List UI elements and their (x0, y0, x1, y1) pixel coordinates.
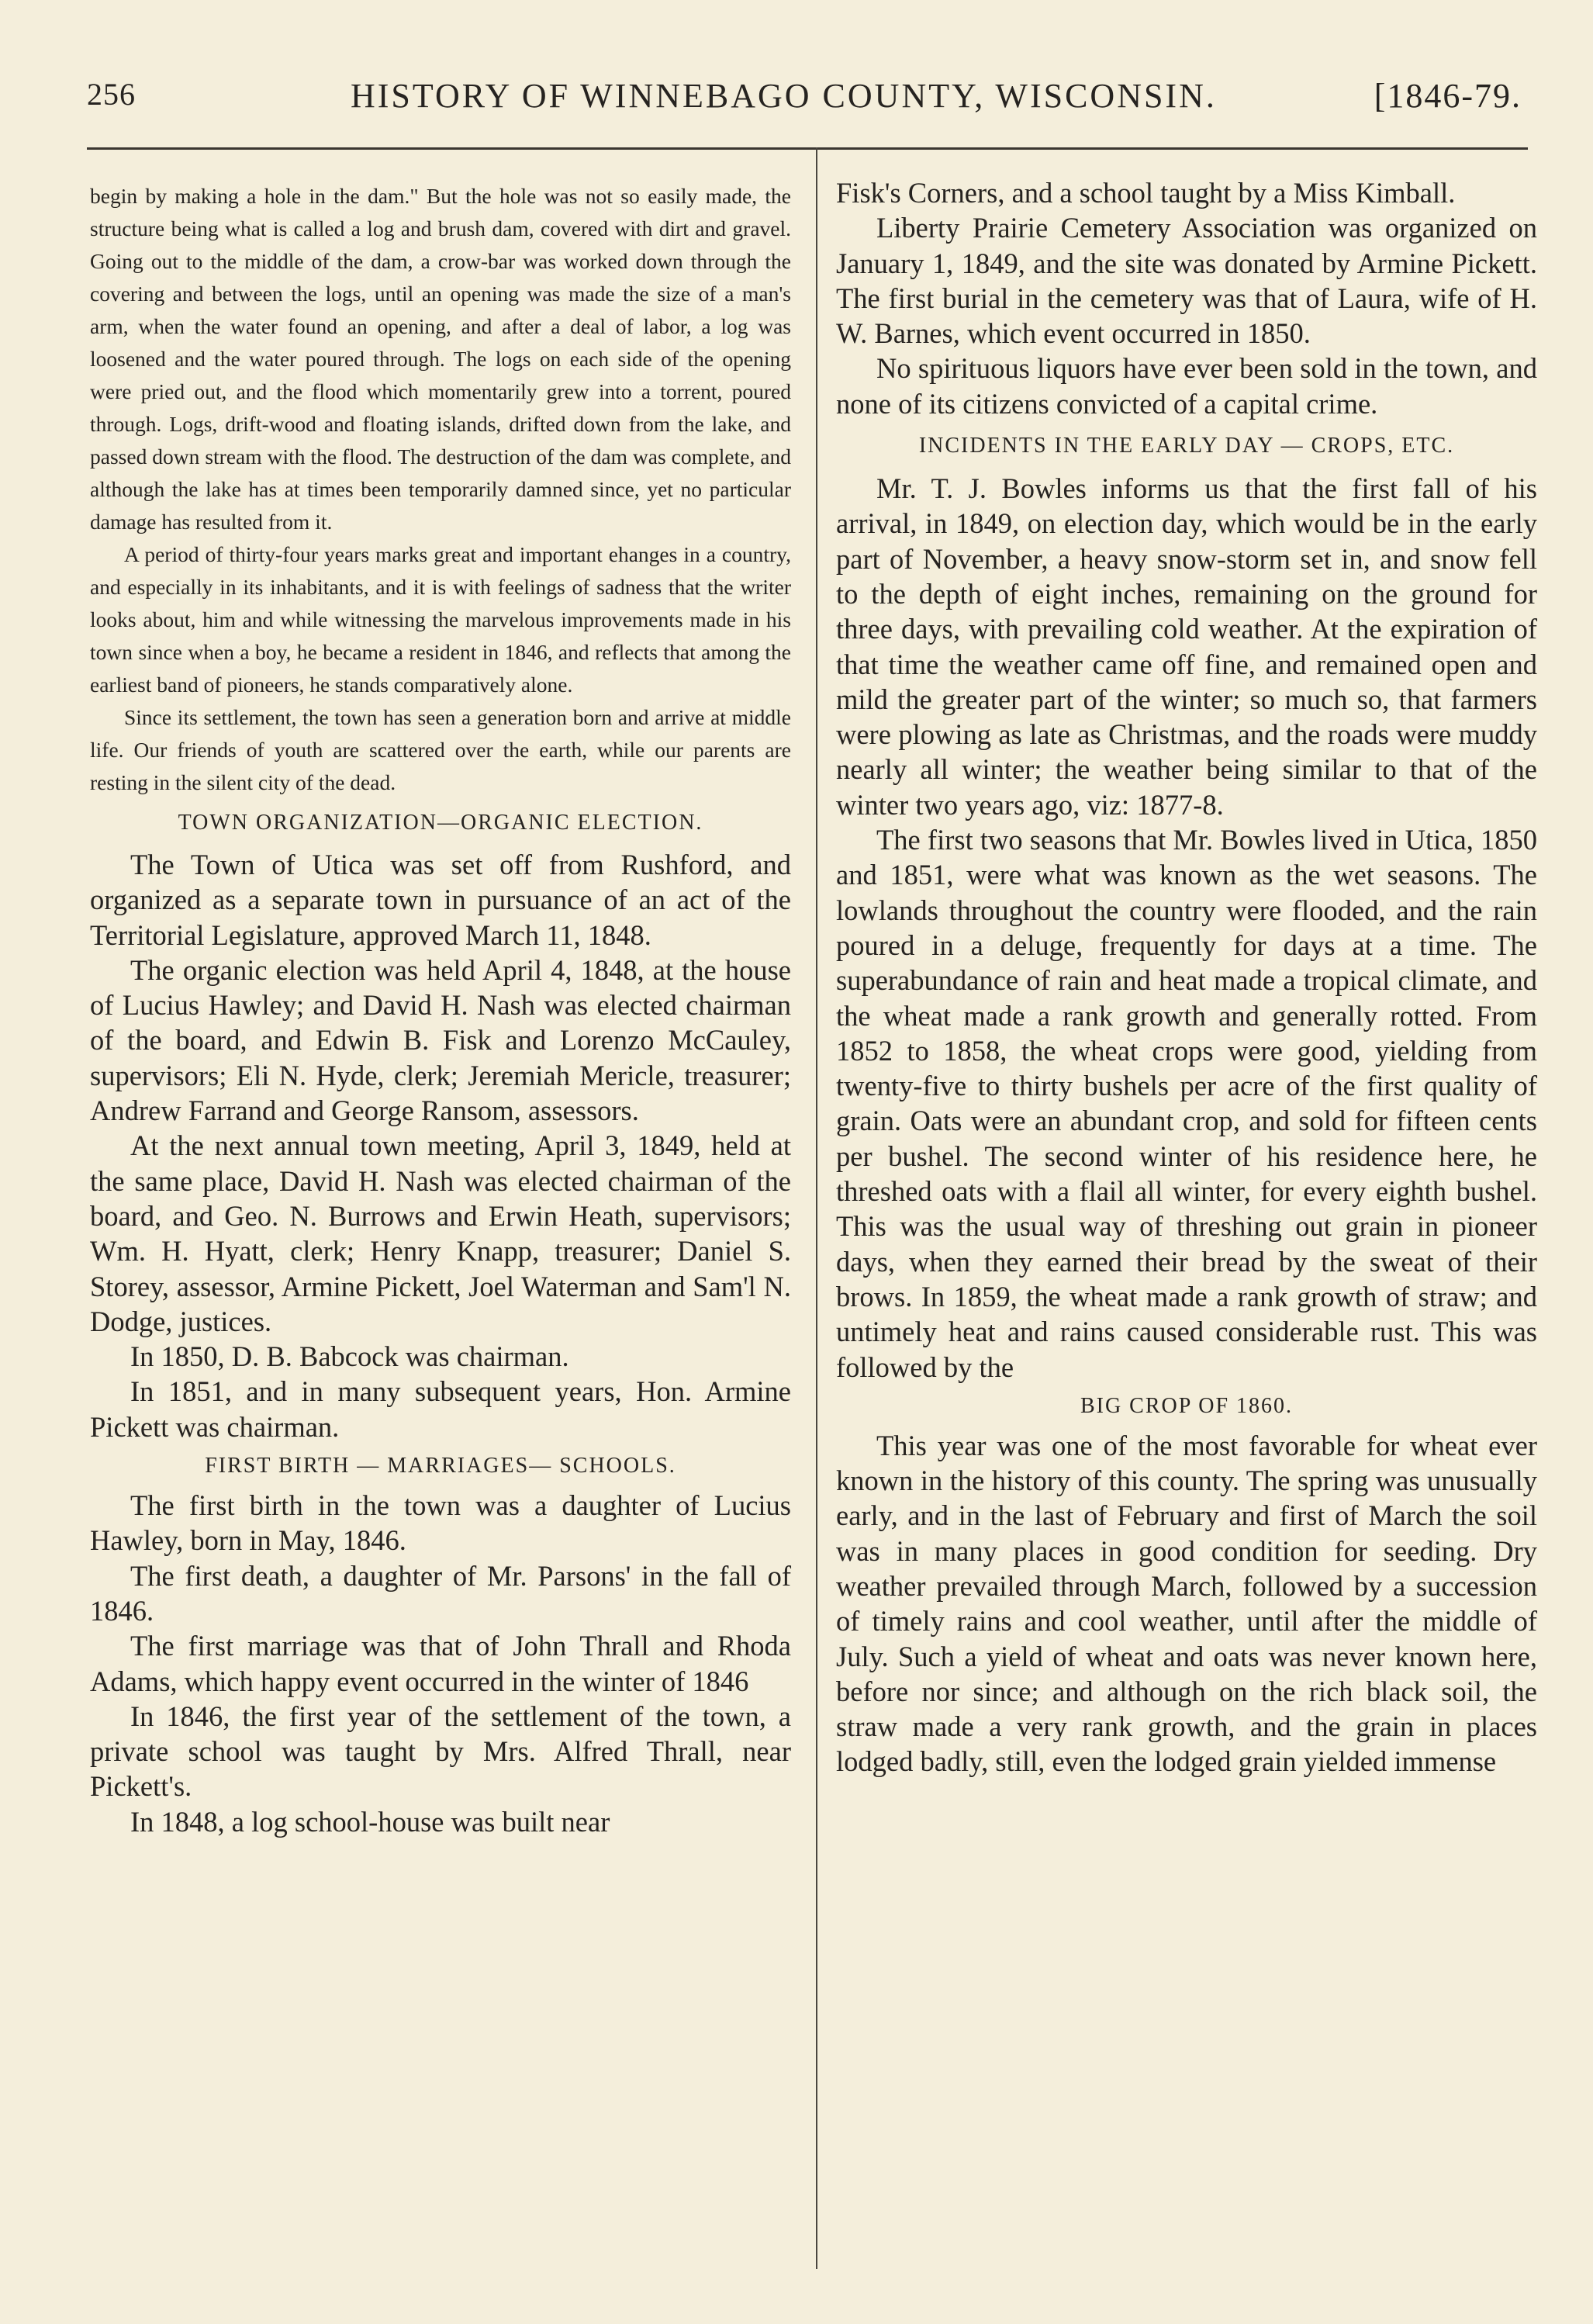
section-heading: TOWN ORGANIZATION—ORGANIC ELECTION. (178, 811, 703, 835)
paragraph: At the next annual town meeting, April 3, 1849, held at the same place, David H. Nash was elected chairman of the board, and Geo. N. Burrows and Erwin Heath, supervisors; Wm. H. Hyatt, clerk; Henry Knapp, treasurer; Daniel S. Storey, assessor, Armine Pickett, Joel Waterman and Sam'l N. Dodge, justices. (90, 1129, 791, 1337)
page-number: 256 (87, 77, 136, 112)
right-body-2 (836, 471, 1537, 1385)
right-column (836, 175, 1537, 1779)
left-column (90, 180, 791, 1839)
right-body-3 (836, 1428, 1537, 1779)
year-range: [1846-79. (1374, 77, 1522, 115)
paragraph: The first marriage was that of John Thrall and Rhoda Adams, which happy event occurred in the winter of 1846 (90, 1630, 791, 1697)
column-divider (816, 147, 817, 2269)
left-small-print (90, 180, 791, 799)
right-body (836, 175, 1537, 421)
paragraph: Liberty Prairie Cemetery Association was organized on January 1, 1849, and the site was donated by Armine Pickett. The first burial in the cemetery was that of Laura, wife of H. W. Barnes, which event occurred in 1850. (836, 212, 1537, 350)
section-heading: FIRST BIRTH — MARRIAGES— SCHOOLS. (205, 1454, 676, 1478)
paragraph: Mr. T. J. Bowles informs us that the first fall of his arrival, in 1849, on election day, which would be in the early part of November, a heavy snow-storm set in, and snow fell to the depth of eight inches, remaining on the ground for three days, with prevailing cold weather. At the expiration of that time the weather came off fine, and remained open and mild the greater part of the winter; so much so, that farmers were plowing as late as Christmas, and the roads were muddy nearly all winter; the weather being similar to that of the winter two years ago, viz: 1877-8. (836, 472, 1537, 821)
header-rule (87, 147, 1528, 150)
page-header (87, 76, 1522, 123)
paragraph: The organic election was held April 4, 1848, at the house of Lucius Hawley; and David H. Nash was elected chairman of the board, and Edwin B. Fisk and Lorenzo McCauley, supervisors; Eli N. Hyde, clerk; Jeremiah Mericle, treasurer; Andrew Farrand and George Ransom, assessors. (90, 953, 791, 1127)
paragraph: No spirituous liquors have ever been sold in the town, and none of its citizens convicted of a capital crime. (836, 352, 1537, 420)
paragraph: A period of thirty-four years marks great and important ehanges in a country, and especially in its inhabitants, and it is with feelings of sadness that the writer looks about, him and while witnessing the marvelous improvements made in his town since when a boy, he became a resident in 1846, and reflects that among the earliest band of pioneers, he stands comparatively alone. (90, 542, 791, 697)
paragraph: Since its settlement, the town has seen a generation born and arrive at middle life. Our friends of youth are scattered over the earth, while our parents are resting in the silent city of the dead. (90, 705, 791, 794)
section-heading: BIG CROP OF 1860. (1080, 1393, 1294, 1418)
paragraph: In 1851, and in many subsequent years, Hon. Armine Pickett was chairman. (90, 1375, 791, 1443)
paragraph: Fisk's Corners, and a school taught by a Miss Kimball. (836, 177, 1456, 209)
paragraph: The first death, a daughter of Mr. Parsons' in the fall of 1846. (90, 1559, 791, 1627)
section-heading: INCIDENTS IN THE EARLY DAY — CROPS, ETC. (918, 434, 1455, 458)
paragraph: In 1850, D. B. Babcock was chairman. (130, 1340, 569, 1373)
paragraph: This year was one of the most favorable for wheat ever known in the history of this county. The spring was unusually early, and in the last of February and first of March the soil was in many places in good condition for seeding. Dry weather prevailed through March, followed by a succession of timely rains and cool weather, until after the middle of July. Such a yield of wheat and oats was never known here, before nor since; and although on the rich black soil, the straw made a very rank growth, and the grain in places lodged badly, still, even the lodged grain yielded immense (836, 1429, 1537, 1778)
left-body (90, 847, 791, 1444)
paragraph: In 1848, a log school-house was built near (130, 1805, 610, 1838)
paragraph: begin by making a hole in the dam." But the hole was not so easily made, the structure being what is called a log and brush dam, covered with dirt and gravel. Going out to the middle of the dam, a crow-bar was worked down through the covering and between the logs, until an opening was made the size of a man's arm, when the water found an opening, and after a deal of labor, a log was loosened and the water poured through. The logs on each side of the opening were pried out, and the flood which momentarily grew into a torrent, poured through. Logs, drift-wood and floating islands, drifted down from the lake, and passed down stream with the flood. The destruction of the dam was complete, and although the lake has at times been temporarily damned since, yet no particular damage has resulted from it. (90, 184, 791, 534)
left-body-2 (90, 1488, 791, 1839)
running-title: HISTORY OF WINNEBAGO COUNTY, WISCONSIN. (351, 77, 1217, 115)
paragraph: In 1846, the first year of the settlement of the town, a private school was taught by Mrs. Alfred Thrall, near Pickett's. (90, 1700, 791, 1803)
paragraph: The Town of Utica was set off from Rushford, and organized as a separate town in pursuance of an act of the Territorial Legislature, approved March 11, 1848. (90, 849, 791, 951)
paragraph: The first two seasons that Mr. Bowles lived in Utica, 1850 and 1851, were what was known as the wet seasons. The lowlands throughout the country were flooded, and the rain poured in a deluge, frequently for days at a time. The superabundance of rain and heat made a tropical climate, and the wheat made a rank growth and generally rotted. From 1852 to 1858, the wheat crops were good, yielding from twenty-five to thirty bushels per acre of the first quality of grain. Oats were an abundant crop, and sold for fifteen cents per bushel. The second winter of his residence here, he threshed oats with a flail all winter, for every eighth bushel. This was the usual way of threshing out grain in pioneer days, when they earned their bread by the sweat of their brows. In 1859, the wheat made a rank growth of straw; and untimely heat and rains caused considerable rust. This was followed by the (836, 824, 1537, 1383)
paragraph: The first birth in the town was a daughter of Lucius Hawley, born in May, 1846. (90, 1489, 791, 1557)
